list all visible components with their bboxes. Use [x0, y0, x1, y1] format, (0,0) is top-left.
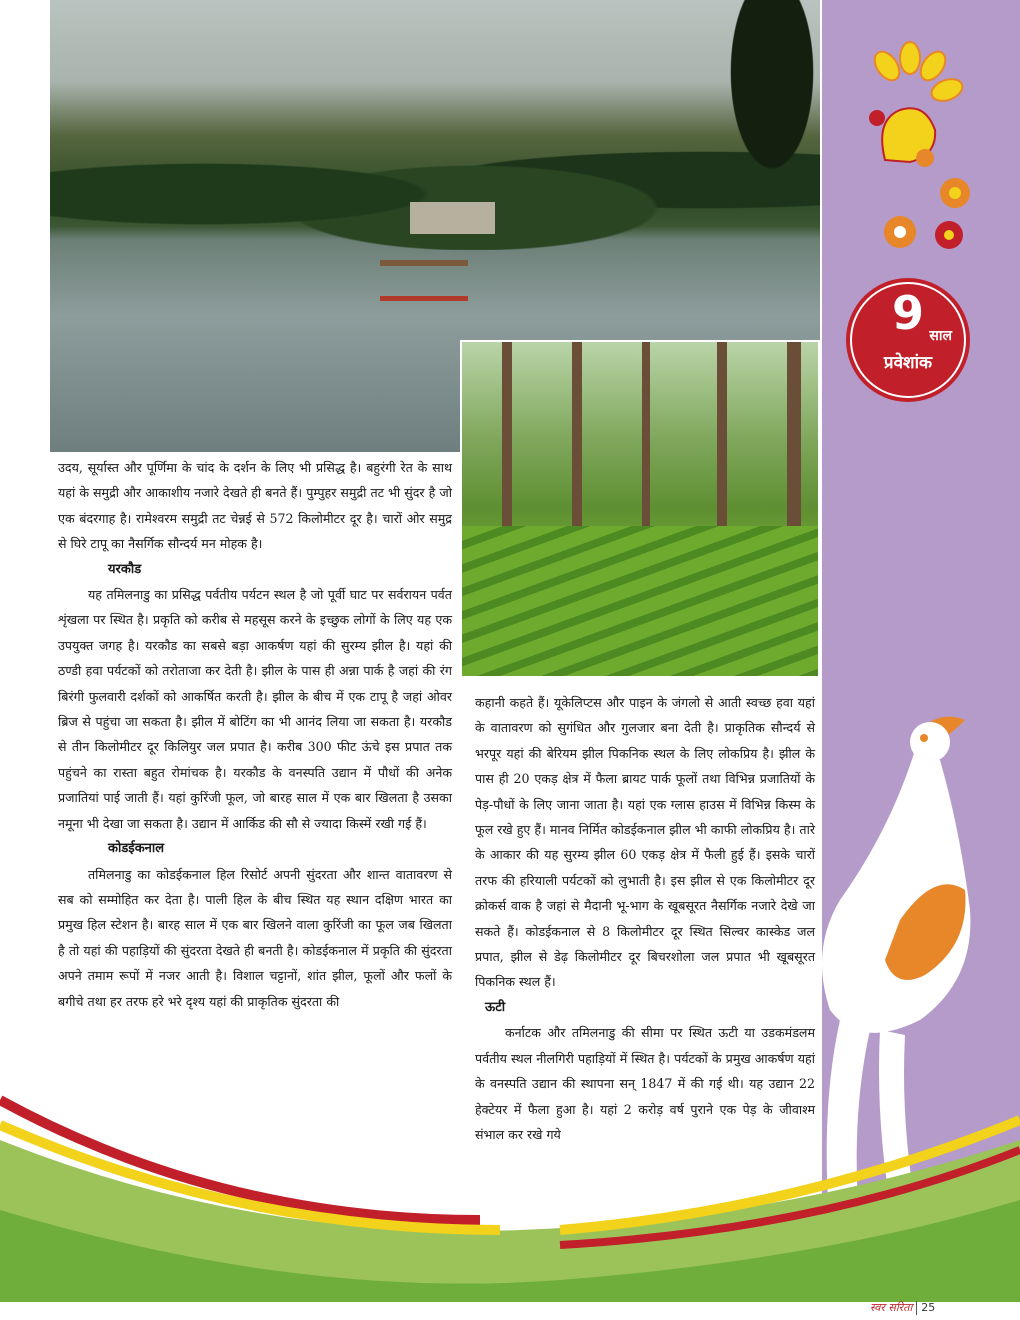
magazine-name: स्वर सरिता	[870, 1301, 913, 1314]
paragraph: कहानी कहते हैं। यूकेलिप्टस और पाइन के जंगलो से आती स्वच्छ हवा यहां के वातावरण को सुगंधित और गुलजार बना देती है। प्राकृतिक सौन्दर्य से भरपूर यहां की बेरियम झील पिकनिक स्थल के लिए लोकप्रिय है। झील के पास ही 20 एकड़ क्षेत्र में फैला ब्रायट पार्क फूलों तथा विभिन्न प्रजातियों के पेड़-पौधों के लिए जाना जाता है। यहां एक ग्लास हाउस में विभिन्न किस्म के फूल रखे हुए हैं। मानव निर्मित कोडईकनाल झील भी काफी लोकप्रिय है। तारे के आकार की यह सुरम्य झील 60 एकड़ क्षेत्र में फैली हुई हैं। इसके चारों तरफ की हरियाली पर्यटकों को लुभाती है। इस झील से एक किलोमीटर दूर क्रोकर्स वाक है जहां से मैदानी भू-भाग के खूबसूरत नैसर्गिक नजारे देखे जा सकते हैं। कोडईकनाल से 8 किलोमीटर दूर स्थित सिल्वर कास्केड जल प्रपात, झील से डेढ़ किलोमीटर दूर बिचरशोला जल प्रपात भी खूबसूरत पिकनिक स्थल हैं।	[475, 695, 815, 990]
section-heading-yercaud: यरकौड	[108, 561, 142, 577]
section-heading-kodaikanal: कोडईकनाल	[108, 841, 165, 857]
flower-ornament-icon	[935, 175, 975, 265]
right-text-column	[475, 690, 815, 1147]
page-number: 25	[921, 1301, 936, 1314]
badge-number: 9	[891, 286, 924, 340]
badge-sal: साल	[929, 328, 952, 344]
paragraph: कर्नाटक और तमिलनाडु की सीमा पर स्थित ऊटी या उडकमंडलम पर्वतीय स्थल नीलगिरी पहाड़ियों में स्थित है। पर्यटकों के प्रमुख आकर्षण यहां के वनस्पति उद्यान की स्थापना सन् 1847 में की गई थी। यह उद्यान 22 हेक्टेयर में फैला हुआ है। यहां 2 करोड़ वर्ष पुराने एक पेड़ के जीवाश्म संभाल कर रखे गये	[475, 1025, 815, 1142]
paragraph: उदय, सूर्यास्त और पूर्णिमा के चांद के दर्शन के लिए भी प्रसिद्ध है। बहुरंगी रेत के साथ यहां के समुद्री और आकाशीय नजारे देखते ही बनते हैं। पुम्पुहर समुद्री तट भी सुंदर है जो एक बंदरगाह है। रामेश्वरम समुद्री तट चेन्नई से 572 किलोमीटर दूर है। चारों ओर समुद्र से घिरे टापू का नैसर्गिक सौन्दर्य मन मोहक है।	[58, 460, 452, 552]
foreground-tree	[700, 0, 820, 240]
boathouse	[410, 202, 495, 234]
tea-rows	[462, 526, 818, 676]
anniversary-badge	[850, 282, 966, 398]
left-text-column	[58, 455, 452, 1014]
peacock-ornament-icon	[855, 40, 965, 170]
tea-garden-photo	[460, 340, 820, 678]
paragraph: यह तमिलनाडु का प्रसिद्ध पर्वतीय पर्यटन स्थल है जो पूर्वी घाट पर सर्वरायन पर्वत शृंखला पर स्थित है। प्रकृति को करीब से महसूस करने के इच्छुक लोगों के लिए यह एक उपयुक्त जगह है। यरकौड का सबसे बड़ा आकर्षण यहां की सुरम्य झील है। यहां की ठण्डी हवा पर्यटकों को तरोताजा कर देती है। झील के पास ही अन्ना पार्क है जहां की रंग बिरंगी फुलवारी दर्शकों को आकर्षित करती है। झील के बीच में एक टापू है जहां ओवर ब्रिज से पहुंचा जा सकता है। झील में बोटिंग का भी आनंद लिया जा सकता है। यरकौड से तीन किलोमीटर दूर किलियुर जल प्रपात है। करीब 300 फीट ऊंचे इस प्रपात तक पहुंचने का रास्ता बहुत रोमांचक है। यरकौड के वनस्पति उद्यान में पौधों की अनेक प्रजातियां पाई जाती हैं। यहां कुरिंजी फूल, जो बारह साल में एक बार खिलता है उसका नमूना भी देखा जा सकता है। उद्यान में आर्किड की सौ से ज्यादा किस्में रखी गई हैं।	[58, 587, 452, 831]
paragraph: तमिलनाडु का कोडईकनाल हिल रिसोर्ट अपनी सुंदरता और शान्त वातावरण से सब को सम्मोहित कर देता है। पाली हिल के बीच स्थित यह स्थान दक्षिण भारत का प्रमुख हिल स्टेशन है। बारह साल में एक बार खिलने वाला कुरिंजी का फूल जब खिलता है तो यहां की पहाड़ियों की सुंदरता देखते ही बनती है। कोडईकनाल में प्रकृति की सुंदरता अपने तमाम रूपों में नजर आती है। विशाल चट्टानों, शांत झील, फूलों और फलों के बगीचे तथा हर तरफ हरे भरे दृश्य यहां की प्राकृतिक सुंदरता की	[58, 866, 452, 1009]
section-heading-ooty: ऊटी	[485, 999, 506, 1015]
flower-ornament-icon	[880, 212, 920, 252]
page-footer	[870, 1300, 935, 1315]
badge-word: प्रवेशांक	[883, 353, 933, 373]
boat	[380, 260, 468, 301]
